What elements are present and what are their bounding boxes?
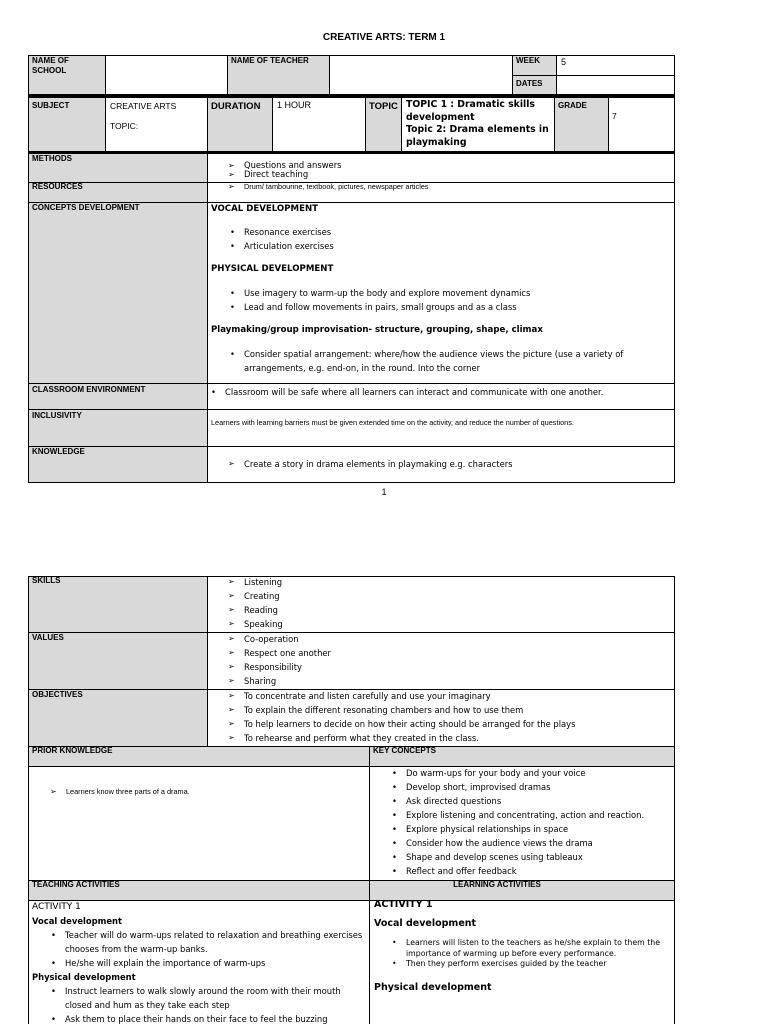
inclusivity-text: Learners with learning barriers must be given extended time on the activity, and reduce the number of questions. bbox=[211, 418, 574, 427]
list-item: • Reflect and offer feedback bbox=[390, 864, 644, 878]
list-item: ➢ Listening bbox=[228, 575, 283, 589]
list-item: ➢ To explain the different resonating chambers and how to use them bbox=[228, 703, 576, 717]
rule bbox=[28, 154, 29, 483]
prior-knowledge-label: PRIOR KNOWLEDGE bbox=[32, 746, 113, 755]
rule bbox=[28, 55, 675, 56]
list-item: ➢ Reading bbox=[228, 603, 283, 617]
objectives-label: OBJECTIVES bbox=[32, 690, 83, 699]
rule bbox=[207, 98, 208, 152]
list-item: • Classroom will be safe where all learners can interact and communicate with one another. bbox=[209, 385, 669, 399]
week-value: 5 bbox=[561, 57, 567, 67]
knowledge-label: KNOWLEDGE bbox=[32, 447, 85, 456]
grade-label: GRADE bbox=[558, 101, 587, 110]
rule bbox=[207, 154, 208, 483]
list-item: • Teacher will do warm-ups related to relaxation and breathing exercises chooses from the warm-up banks. bbox=[49, 928, 366, 956]
teaching-physical-list bbox=[49, 984, 366, 1026]
physical-list bbox=[228, 286, 530, 314]
list-item: • Do warm-ups for your body and your voice bbox=[390, 766, 644, 780]
page-number: 1 bbox=[381, 487, 387, 497]
rule bbox=[512, 55, 513, 94]
prior-key-header-row bbox=[28, 746, 675, 766]
list-item: ➢ To rehearse and perform what they created in the class. bbox=[228, 731, 576, 745]
rule bbox=[674, 55, 675, 152]
concepts-label: CONCEPTS DEVELOPMENT bbox=[32, 203, 140, 212]
key-concepts-list bbox=[390, 766, 644, 878]
list-item: • Resonance exercises bbox=[228, 225, 334, 239]
rule bbox=[207, 576, 208, 746]
learning-physical-heading: Physical development bbox=[374, 981, 492, 993]
vocal-list bbox=[228, 225, 334, 253]
rule bbox=[674, 576, 675, 1024]
list-item: • Explore physical relationships in space bbox=[390, 822, 644, 836]
list-item: • Instruct learners to walk slowly around the room with their mouth closed and hum as they take each step bbox=[49, 984, 366, 1012]
objectives-list bbox=[228, 689, 576, 745]
subject-value: CREATIVE ARTS bbox=[110, 101, 177, 111]
playmaking-list bbox=[228, 347, 648, 375]
list-item: ➢ Co-operation bbox=[228, 632, 331, 646]
list-item: ➢ Speaking bbox=[228, 617, 283, 631]
rule bbox=[28, 576, 675, 577]
list-item: • Develop short, improvised dramas bbox=[390, 780, 644, 794]
learning-activities bbox=[374, 899, 670, 993]
teaching-vocal-list bbox=[49, 928, 366, 970]
list-item: ➢ Responsibility bbox=[228, 660, 331, 674]
duration-value: 1 HOUR bbox=[277, 100, 312, 110]
list-item: ➢ Direct teaching bbox=[228, 170, 342, 179]
topic-value-2: Topic 2: Drama elements in playmaking bbox=[406, 124, 549, 148]
rule bbox=[512, 75, 675, 76]
list-item: ➢ Create a story in drama elements in playmaking e.g. characters bbox=[228, 457, 513, 471]
rule bbox=[401, 98, 402, 152]
teaching-physical-heading: Physical development bbox=[32, 972, 136, 982]
grade-value: 7 bbox=[612, 111, 617, 121]
rule bbox=[608, 98, 609, 152]
rule bbox=[28, 632, 675, 633]
list-item: ➢ Drum/ tambourine, textbook, pictures, newspaper articles bbox=[228, 182, 429, 191]
rule bbox=[674, 154, 675, 483]
list-item: ➢ Questions and answers bbox=[228, 161, 342, 170]
learning-vocal-heading: Vocal development bbox=[374, 918, 477, 929]
rule bbox=[105, 55, 106, 94]
topic-inline-label: TOPIC: bbox=[110, 121, 139, 131]
teaching-activity-title: ACTIVITY 1 bbox=[32, 902, 81, 912]
rule bbox=[28, 94, 675, 98]
list-item: ➢ Sharing bbox=[228, 674, 331, 688]
methods-label: METHODS bbox=[32, 154, 72, 163]
rule bbox=[28, 446, 675, 447]
school-label: NAME OF SCHOOL bbox=[32, 56, 69, 75]
rule bbox=[105, 98, 106, 152]
rule bbox=[554, 98, 555, 152]
subject-label: SUBJECT bbox=[32, 101, 70, 110]
week-label: WEEK bbox=[516, 56, 540, 65]
inclusivity-label: INCLUSIVITY bbox=[32, 411, 82, 420]
topic-value bbox=[406, 99, 552, 149]
list-item: • Lead and follow movements in pairs, small groups and as a class bbox=[228, 300, 530, 314]
classroom-label: CLASSROOM ENVIRONMENT bbox=[32, 385, 146, 394]
learning-activities-label: LEARNING ACTIVITIES bbox=[453, 880, 541, 889]
prior-knowledge-list bbox=[50, 787, 190, 796]
rule bbox=[329, 55, 330, 94]
rule bbox=[28, 576, 29, 1024]
values-label: VALUES bbox=[32, 633, 64, 642]
rule bbox=[365, 98, 366, 152]
knowledge-list bbox=[228, 457, 513, 471]
learning-vocal-list bbox=[390, 938, 670, 970]
list-item: ➢ To help learners to decide on how their acting should be arranged for the plays bbox=[228, 717, 576, 731]
methods-list bbox=[228, 161, 342, 179]
learning-activity-title: ACTIVITY 1 bbox=[374, 899, 433, 910]
list-item: • Learners will listen to the teachers as he/she explain to them the importance of warming up before every performance. bbox=[390, 938, 670, 959]
list-item: • Ask directed questions bbox=[390, 794, 644, 808]
list-item: • Consider how the audience views the drama bbox=[390, 836, 644, 850]
teacher-label: NAME OF TEACHER bbox=[231, 56, 309, 65]
list-item: ➢ To concentrate and listen carefully and use your imaginary bbox=[228, 689, 576, 703]
rule bbox=[28, 746, 675, 747]
topic-label: TOPIC bbox=[369, 101, 398, 112]
list-item: • Explore listening and concentrating, action and reaction. bbox=[390, 808, 644, 822]
list-item: • Articulation exercises bbox=[228, 239, 334, 253]
resources-label: RESOURCES bbox=[32, 182, 83, 191]
duration-label: DURATION bbox=[211, 101, 261, 112]
topic-value-1: TOPIC 1 : Dramatic skills development bbox=[406, 99, 535, 123]
list-item: ➢ Respect one another bbox=[228, 646, 331, 660]
list-item: • Ask them to place their hands on their face to feel the buzzing bbox=[49, 1012, 366, 1026]
label-column bbox=[28, 576, 207, 746]
rule bbox=[28, 482, 675, 483]
teaching-vocal-heading: Vocal development bbox=[32, 916, 122, 926]
rule bbox=[28, 383, 675, 384]
list-item: ➢ Learners know three parts of a drama. bbox=[50, 787, 190, 796]
list-item: • He/she will explain the importance of warm-ups bbox=[49, 956, 366, 970]
key-concepts-label: KEY CONCEPTS bbox=[373, 746, 436, 755]
rule bbox=[28, 409, 675, 410]
rule bbox=[28, 55, 29, 152]
values-list bbox=[228, 632, 331, 688]
vocal-development-heading: VOCAL DEVELOPMENT bbox=[211, 204, 319, 214]
rule bbox=[556, 55, 557, 94]
list-item: • Shape and develop scenes using tableaux bbox=[390, 850, 644, 864]
document-title: CREATIVE ARTS: TERM 1 bbox=[322, 32, 446, 43]
list-item: ➢ Creating bbox=[228, 589, 283, 603]
dates-label: DATES bbox=[516, 79, 543, 88]
skills-list bbox=[228, 575, 283, 631]
playmaking-heading: Playmaking/group improvisation- structure, grouping, shape, climax bbox=[211, 325, 543, 335]
physical-development-heading: PHYSICAL DEVELOPMENT bbox=[211, 264, 334, 274]
classroom-list bbox=[209, 385, 669, 399]
teaching-activities-label: TEACHING ACTIVITIES bbox=[32, 880, 120, 889]
resources-list bbox=[228, 182, 429, 191]
rule bbox=[227, 55, 228, 94]
list-item: • Use imagery to warm-up the body and explore movement dynamics bbox=[228, 286, 530, 300]
list-item: • Then they perform exercises guided by the teacher bbox=[390, 959, 670, 970]
teaching-activities bbox=[32, 900, 366, 1026]
rule bbox=[272, 98, 273, 152]
list-item: • Consider spatial arrangement: where/how the audience views the picture (use a variety of arrangements, e.g. end-on, in the round. Into the corner bbox=[228, 347, 648, 375]
skills-label: SKILLS bbox=[32, 576, 61, 585]
